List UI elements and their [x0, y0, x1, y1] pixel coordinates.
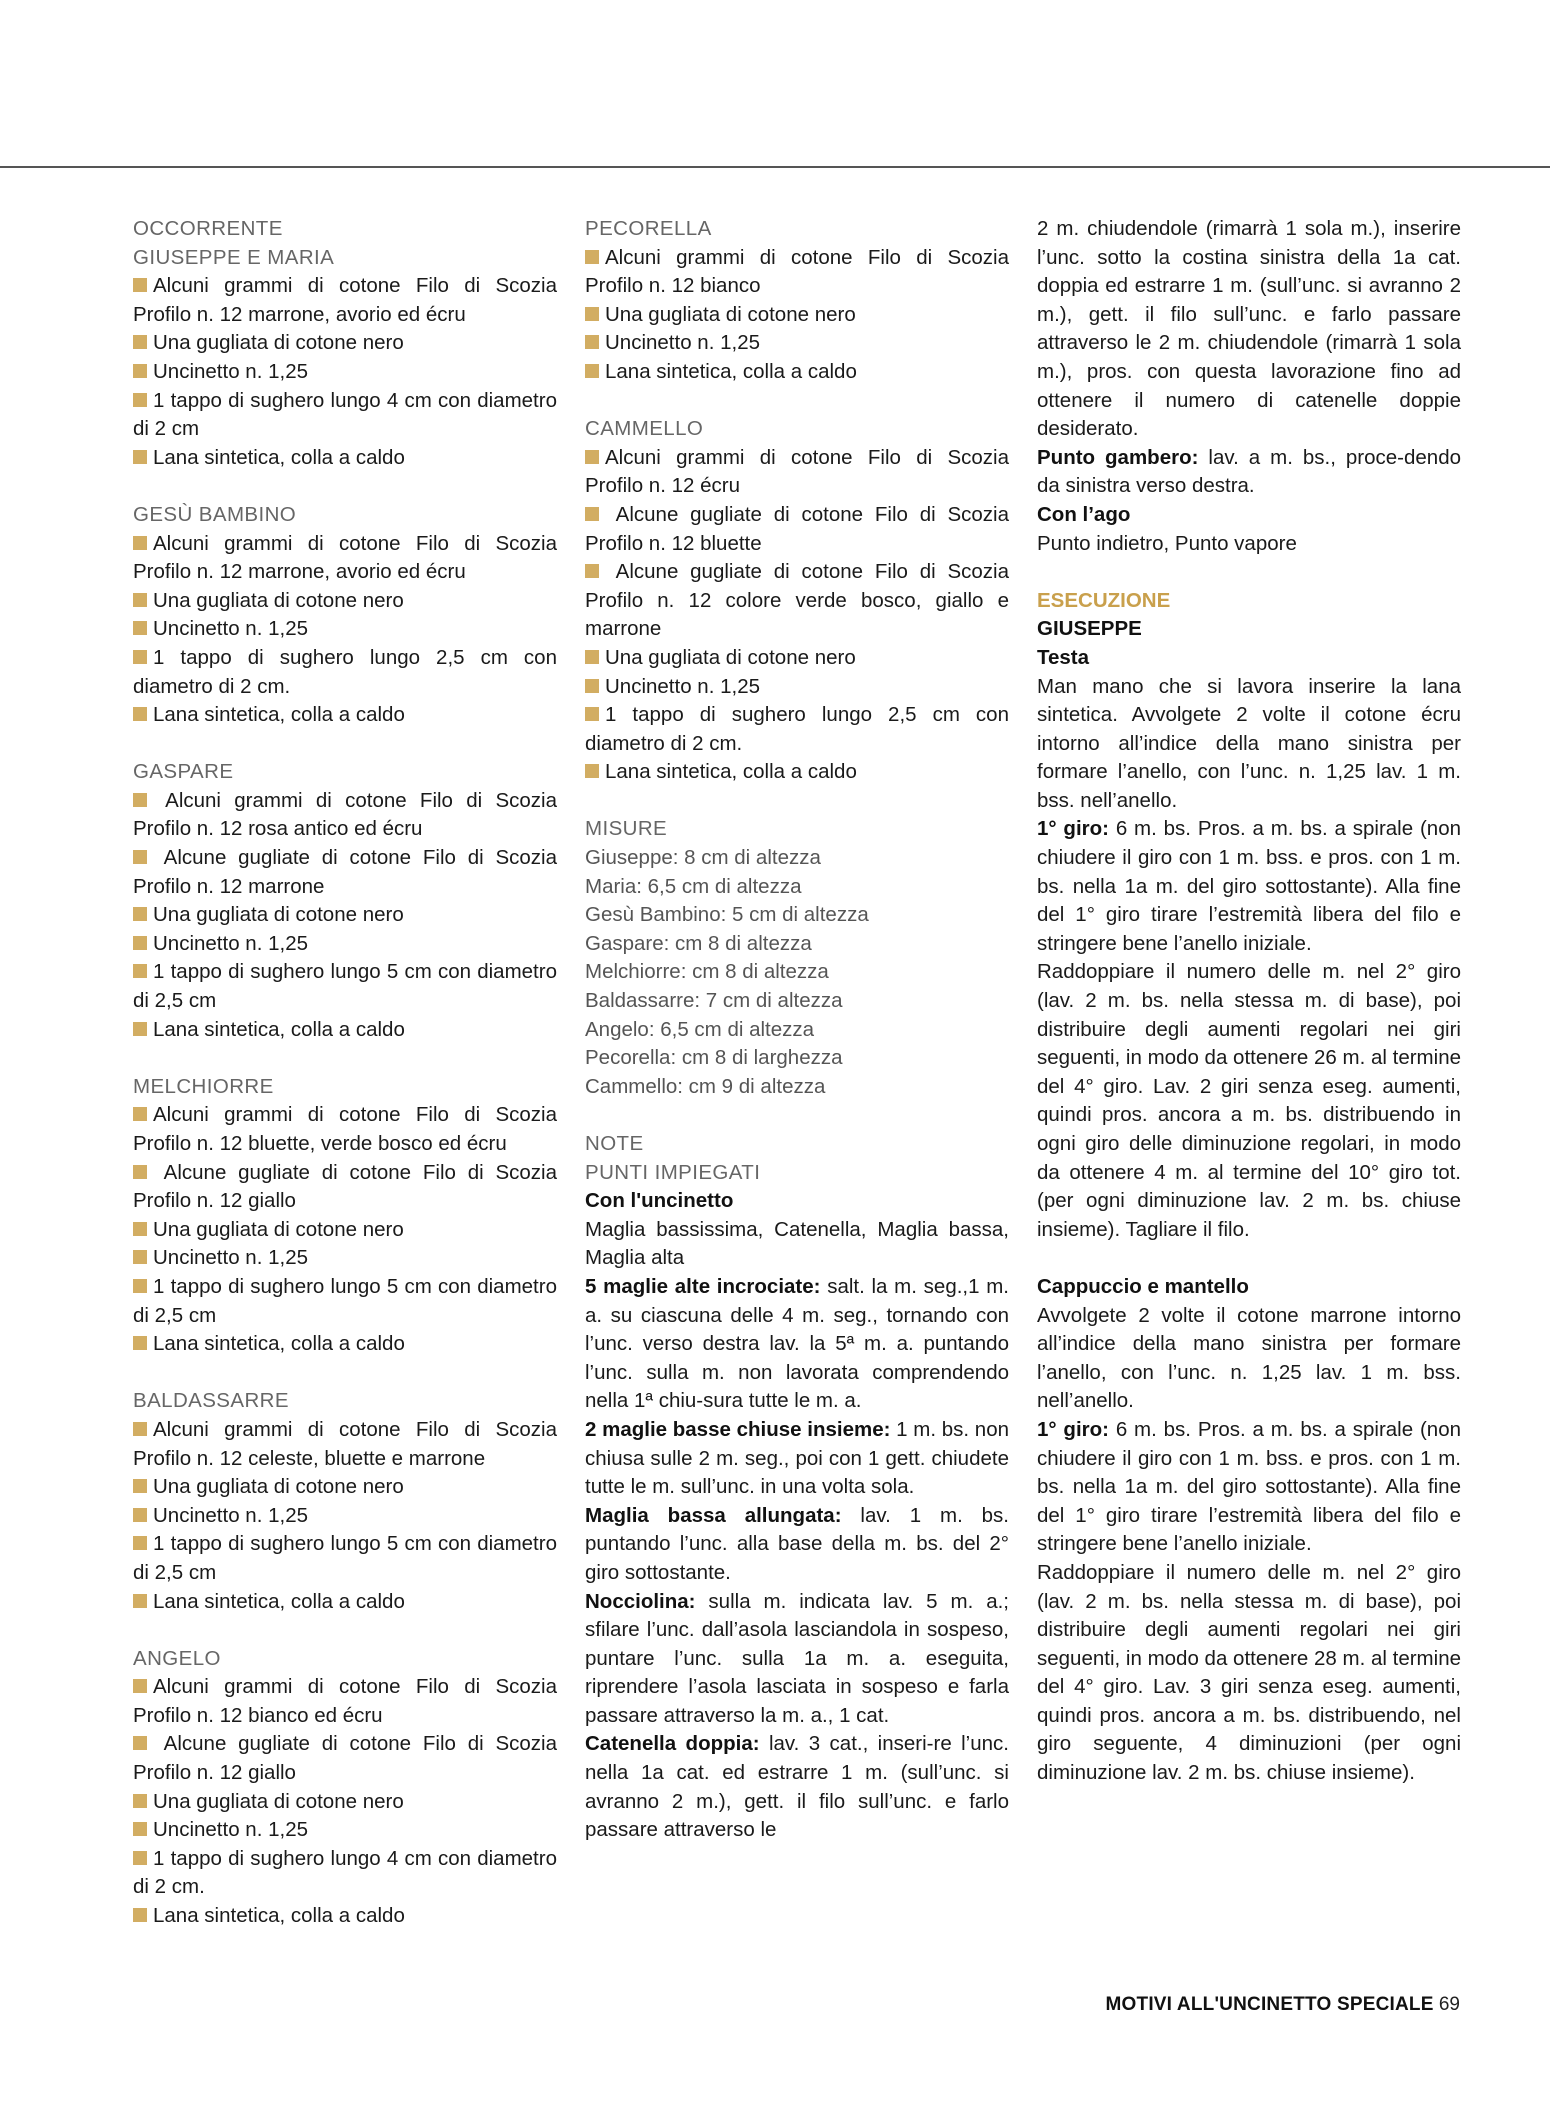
list-item-text: 1 tappo di sughero lungo 5 cm con diametro di 2,5 cm	[133, 1532, 557, 1584]
square-bullet-icon	[585, 335, 599, 349]
list-item-text: 1 tappo di sughero lungo 4 cm con diametro di 2 cm.	[133, 1846, 557, 1899]
list-item-text: Una gugliata di cotone nero	[153, 588, 404, 612]
list-item-text: Una gugliata di cotone nero	[153, 903, 404, 927]
square-bullet-icon	[133, 1736, 147, 1750]
materials-list	[133, 272, 557, 472]
list-item-text: Uncinetto n. 1,25	[153, 1503, 308, 1527]
square-bullet-icon	[133, 1822, 147, 1836]
square-bullet-icon	[133, 621, 147, 635]
square-bullet-icon	[585, 364, 599, 378]
list-item	[585, 444, 1009, 501]
materials-list	[133, 530, 557, 730]
square-bullet-icon	[133, 364, 147, 378]
list-item-text: Una gugliata di cotone nero	[605, 645, 856, 669]
stitch-definition	[585, 1730, 1009, 1844]
measure-item: Baldassarre: 7 cm di altezza	[585, 989, 843, 1013]
figure-title: GIUSEPPE	[1037, 617, 1142, 641]
part-title: Testa	[1037, 645, 1090, 669]
square-bullet-icon	[133, 1508, 147, 1522]
square-bullet-icon	[133, 707, 147, 721]
list-item-text: Una gugliata di cotone nero	[153, 1789, 404, 1813]
column-materials-middle	[585, 215, 1009, 1845]
list-item-text: Uncinetto n. 1,25	[153, 1246, 308, 1270]
measures-list	[585, 844, 1009, 1101]
body-text: Punto indietro, Punto vapore	[1037, 531, 1297, 555]
square-bullet-icon	[133, 964, 147, 978]
section-title: BALDASSARRE	[133, 1389, 289, 1413]
list-item-text: Lana sintetica, colla a caldo	[605, 760, 857, 784]
round-label: 1° giro:	[1037, 1417, 1109, 1441]
square-bullet-icon	[133, 907, 147, 921]
square-bullet-icon	[133, 335, 147, 349]
square-bullet-icon	[585, 650, 599, 664]
body-text: Maglia bassissima, Catenella, Maglia bassa, Maglia alta	[585, 1217, 1009, 1270]
stitch-text: salt. la m. seg.,1 m. a. su ciascuna delle 4 m. seg., tornando con l’unc. verso destra lav. la 5ª m. a. puntando l’unc. sulla m. non lavorata comprendendo nella 1ª chiu-sura tutte le m. a.	[585, 1274, 1009, 1413]
section-title: ANGELO	[133, 1646, 221, 1670]
square-bullet-icon	[133, 936, 147, 950]
list-item-text: 1 tappo di sughero lungo 2,5 cm con diametro di 2 cm.	[133, 645, 557, 698]
list-item-text: Lana sintetica, colla a caldo	[153, 703, 405, 727]
square-bullet-icon	[585, 679, 599, 693]
body-text: 2 m. chiudendole (rimarrà 1 sola m.), inserire l’unc. sotto la costina sinistra della 1a cat. doppia ed estrarre 1 m. (sull’unc. si avranno 2 m.), gett. il filo sull’unc. e farlo passare attraverso le 2 m. chiudendole (rimarrà 1 sola m.), pros. con questa lavorazione fino ad ottenere il numero di catenelle doppie desiderato.	[1037, 217, 1461, 441]
square-bullet-icon	[133, 850, 147, 864]
stitch-definition	[585, 1502, 1009, 1588]
list-item-text: Lana sintetica, colla a caldo	[605, 359, 857, 383]
list-item-text: Lana sintetica, colla a caldo	[153, 1332, 405, 1356]
square-bullet-icon	[133, 793, 147, 807]
list-item	[133, 1101, 557, 1158]
measure-item: Angelo: 6,5 cm di altezza	[585, 1017, 815, 1041]
list-item	[585, 358, 1009, 387]
square-bullet-icon	[133, 593, 147, 607]
list-item-text: 1 tappo di sughero lungo 5 cm con diametro di 2,5 cm	[133, 960, 557, 1013]
square-bullet-icon	[133, 1679, 147, 1693]
square-bullet-icon	[133, 650, 147, 664]
stitch-definition	[585, 1416, 1009, 1502]
list-item-text: Lana sintetica, colla a caldo	[153, 1017, 405, 1041]
square-bullet-icon	[133, 1336, 147, 1350]
list-item	[133, 1330, 557, 1359]
section-title: CAMMELLO	[585, 417, 704, 441]
list-item	[133, 1216, 557, 1245]
list-item	[585, 701, 1009, 758]
body-text: Raddoppiare il numero delle m. nel 2° giro (lav. 2 m. bs. nella stessa m. di base), poi distribuire degli aumenti regolari nei giri seguenti, in modo da ottenere 28 m. al termine del 4° giro. Lav. 3 giri senza eseg. aumenti, quindi pros. ancora a m. bs. distribuendo, nel giro seguente, 4 diminuzioni (per ogni diminuzione lav. 2 m. bs. chiuse insieme).	[1037, 1560, 1461, 1785]
materials-list	[585, 244, 1009, 387]
section-title: OCCORRENTE	[133, 217, 283, 240]
stitch-definition	[585, 1588, 1009, 1731]
list-item	[133, 587, 557, 616]
list-item	[133, 844, 557, 901]
list-item-text: Alcune gugliate di cotone Filo di Scozia Profilo n. 12 giallo	[133, 1732, 557, 1785]
list-item-text: Alcune gugliate di cotone Filo di Scozia Profilo n. 12 marrone	[133, 846, 557, 898]
stitch-text: lav. 3 cat., inseri-re l’unc. nella 1a cat. ed estrarre 1 m. (sull’unc. si avranno 2 m.), gett. il filo sull’unc. e farlo passare attraverso le	[585, 1732, 1009, 1842]
stitch-definition	[1037, 444, 1461, 501]
materials-list	[585, 444, 1009, 787]
list-item	[585, 673, 1009, 702]
publication-name: MOTIVI ALL'UNCINETTO SPECIALE	[1105, 1994, 1434, 2015]
list-item-text: Alcuni grammi di cotone Filo di Scozia Profilo n. 12 marrone, avorio ed écru	[133, 531, 557, 584]
list-item-text: Lana sintetica, colla a caldo	[153, 1589, 405, 1613]
list-item	[133, 1416, 557, 1473]
round-instruction	[1037, 815, 1461, 958]
list-item	[133, 1273, 557, 1330]
list-item	[133, 701, 557, 730]
square-bullet-icon	[133, 450, 147, 464]
square-bullet-icon	[585, 564, 599, 578]
measure-item: Maria: 6,5 cm di altezza	[585, 874, 802, 898]
list-item	[133, 1816, 557, 1845]
subsection-title: Con l’ago	[1037, 502, 1131, 526]
square-bullet-icon	[133, 1794, 147, 1808]
page-footer	[1000, 1992, 1460, 2018]
square-bullet-icon	[133, 1250, 147, 1264]
round-text: 6 m. bs. Pros. a m. bs. a spirale (non chiudere il giro con 1 m. bss. e pros. con 1 m. bs. nella 1a m. del giro sottostante). Alla fine del 1° giro tirare l’estremità libera del filo e stringere bene l’anello iniziale.	[1037, 817, 1461, 955]
materials-list	[133, 1101, 557, 1358]
list-item-text: Alcuni grammi di cotone Filo di Scozia Profilo n. 12 bianco	[585, 245, 1009, 298]
stitch-text: 1 m. bs. non chiusa sulle 2 m. seg., poi con 1 gett. chiudete tutte le m. sull’unc. in una volta sola.	[585, 1417, 1009, 1499]
list-item	[133, 1788, 557, 1817]
measure-item: Pecorella: cm 8 di larghezza	[585, 1046, 843, 1070]
list-item	[133, 1502, 557, 1531]
list-item	[133, 1159, 557, 1216]
square-bullet-icon	[585, 707, 599, 721]
list-item-text: 1 tappo di sughero lungo 5 cm con diametro di 2,5 cm	[133, 1274, 557, 1327]
measure-item: Gaspare: cm 8 di altezza	[585, 931, 812, 955]
square-bullet-icon	[133, 1851, 147, 1865]
body-text: Avvolgete 2 volte il cotone marrone intorno all’indice della mano sinistra per formare l’anello, con l’unc. n. 1,25 lav. 1 m. bss. nell’anello.	[1037, 1303, 1461, 1413]
round-label: 1° giro:	[1037, 817, 1109, 841]
square-bullet-icon	[585, 250, 599, 264]
list-item-text: Una gugliata di cotone nero	[153, 331, 404, 355]
square-bullet-icon	[133, 1165, 147, 1179]
list-item-text: Uncinetto n. 1,25	[153, 617, 308, 641]
column-materials-left	[133, 215, 557, 1931]
stitch-text: lav. 1 m. bs. puntando l’unc. alla base della m. bs. del 2° giro sottostante.	[585, 1503, 1010, 1584]
list-item	[133, 444, 557, 473]
section-title: MISURE	[585, 817, 668, 841]
section-title: PECORELLA	[585, 217, 712, 240]
body-text: Man mano che si lavora inserire la lana sintetica. Avvolgete 2 volte il cotone écru intorno all’indice della mano sinistra per formare l’anello, con l’unc. n. 1,25 lav. 1 m. bss. nell’anello.	[1037, 674, 1461, 812]
list-item	[585, 329, 1009, 358]
list-item-text: Lana sintetica, colla a caldo	[153, 1904, 405, 1928]
square-bullet-icon	[585, 307, 599, 321]
header-rule	[0, 166, 1550, 168]
list-item	[133, 901, 557, 930]
list-item	[585, 501, 1009, 558]
list-item	[585, 301, 1009, 330]
list-item	[133, 329, 557, 358]
section-title: NOTE	[585, 1132, 644, 1155]
page-number: 69	[1438, 1994, 1460, 2015]
square-bullet-icon	[133, 1279, 147, 1293]
square-bullet-icon	[133, 1594, 147, 1608]
list-item	[133, 1588, 557, 1617]
list-item-text: Uncinetto n. 1,25	[153, 1818, 308, 1842]
list-item	[585, 558, 1009, 644]
square-bullet-icon	[133, 1479, 147, 1493]
stitch-name: Catenella doppia:	[585, 1732, 760, 1756]
square-bullet-icon	[133, 536, 147, 550]
list-item	[585, 644, 1009, 673]
section-title: GIUSEPPE E MARIA	[133, 245, 335, 269]
list-item-text: Alcuni grammi di cotone Filo di Scozia Profilo n. 12 rosa antico ed écru	[133, 788, 557, 841]
part-title: Cappuccio e mantello	[1037, 1274, 1249, 1298]
stitch-name: 2 maglie basse chiuse insieme:	[585, 1417, 891, 1441]
square-bullet-icon	[133, 1422, 147, 1436]
list-item-text: Uncinetto n. 1,25	[153, 359, 308, 383]
section-title: PUNTI IMPIEGATI	[585, 1160, 761, 1184]
list-item-text: Uncinetto n. 1,25	[605, 331, 760, 355]
stitch-name: 5 maglie alte incrociate:	[585, 1274, 821, 1298]
section-title: MELCHIORRE	[133, 1074, 274, 1098]
list-item-text: Alcune gugliate di cotone Filo di Scozia Profilo n. 12 bluette	[585, 502, 1009, 555]
subsection-title: Con l'uncinetto	[585, 1189, 734, 1213]
list-item	[133, 1673, 557, 1730]
materials-list	[133, 1416, 557, 1616]
column-instructions	[1037, 215, 1461, 1788]
stitch-definition	[585, 1273, 1009, 1416]
measure-item: Cammello: cm 9 di altezza	[585, 1074, 826, 1098]
list-item	[133, 615, 557, 644]
stitch-name: Maglia bassa allungata:	[585, 1503, 842, 1527]
square-bullet-icon	[585, 450, 599, 464]
square-bullet-icon	[133, 1536, 147, 1550]
stitch-name: Punto gambero:	[1037, 445, 1199, 469]
materials-list	[133, 787, 557, 1044]
list-item	[133, 1845, 557, 1902]
square-bullet-icon	[133, 1022, 147, 1036]
list-item-text: Uncinetto n. 1,25	[153, 931, 308, 955]
stitch-text: lav. a m. bs., proce-dendo da sinistra verso destra.	[1037, 445, 1461, 498]
square-bullet-icon	[585, 507, 599, 521]
square-bullet-icon	[133, 1908, 147, 1922]
measure-item: Giuseppe: 8 cm di altezza	[585, 846, 821, 870]
section-title: GASPARE	[133, 760, 234, 784]
list-item-text: Lana sintetica, colla a caldo	[153, 445, 405, 469]
list-item-text: 1 tappo di sughero lungo 4 cm con diametro di 2 cm	[133, 388, 557, 441]
list-item-text: Alcuni grammi di cotone Filo di Scozia Profilo n. 12 écru	[585, 445, 1009, 498]
list-item	[585, 758, 1009, 787]
stitch-name: Nocciolina:	[585, 1589, 696, 1613]
list-item	[133, 272, 557, 329]
list-item-text: Alcuni grammi di cotone Filo di Scozia Profilo n. 12 bianco ed écru	[133, 1675, 557, 1727]
list-item	[133, 387, 557, 444]
list-item-text: Una gugliata di cotone nero	[153, 1475, 404, 1499]
round-instruction	[1037, 1416, 1461, 1559]
list-item	[133, 930, 557, 959]
stitch-text: sulla m. indicata lav. 5 m. a.; sfilare l’unc. dall’asola lasciandola in sospeso, puntare l’unc. sulla 1a m. a. eseguita, riprendere l’asola lasciata in sospeso e farla passare attraverso la m. a., 1 cat.	[585, 1589, 1009, 1727]
list-item-text: Alcune gugliate di cotone Filo di Scozia Profilo n. 12 giallo	[133, 1160, 557, 1213]
round-text: 6 m. bs. Pros. a m. bs. a spirale (non chiudere il giro con 1 m. bss. e pros. con 1 m. bs. nella 1a m. del giro sottostante). Alla fine del 1° giro tirare l’estremità libera del filo e stringere bene l’anello iniziale.	[1037, 1417, 1461, 1556]
measure-item: Melchiorre: cm 8 di altezza	[585, 960, 829, 984]
list-item-text: Una gugliata di cotone nero	[605, 302, 856, 326]
list-item-text: Alcuni grammi di cotone Filo di Scozia Profilo n. 12 celeste, bluette e marrone	[133, 1417, 557, 1470]
list-item-text: Alcuni grammi di cotone Filo di Scozia Profilo n. 12 bluette, verde bosco ed écru	[133, 1103, 557, 1155]
list-item-text: Alcune gugliate di cotone Filo di Scozia Profilo n. 12 colore verde bosco, giallo e marrone	[585, 560, 1009, 641]
materials-list	[133, 1673, 557, 1930]
measure-item: Gesù Bambino: 5 cm di altezza	[585, 903, 869, 927]
list-item	[133, 358, 557, 387]
list-item	[133, 1473, 557, 1502]
list-item	[133, 1902, 557, 1931]
square-bullet-icon	[133, 1222, 147, 1236]
square-bullet-icon	[585, 764, 599, 778]
body-text: Raddoppiare il numero delle m. nel 2° giro (lav. 2 m. bs. nella stessa m. di base), poi distribuire degli aumenti regolari nei giri seguenti, in modo da ottenere 26 m. al termine del 4° giro. Lav. 2 giri senza eseg. aumenti, quindi pros. ancora a m. bs. distribuendo in ogni giro delle diminuzione regolari, in modo da ottenere 4 m. al termine del 10° giro tot. (per ogni diminuzione lav. 2 m. bs. chiuse insieme). Tagliare il filo.	[1037, 960, 1461, 1241]
list-item	[133, 1244, 557, 1273]
list-item	[585, 244, 1009, 301]
list-item-text: Una gugliata di cotone nero	[153, 1217, 404, 1241]
list-item	[133, 958, 557, 1015]
list-item-text: 1 tappo di sughero lungo 2,5 cm con diametro di 2 cm.	[585, 703, 1009, 755]
list-item	[133, 644, 557, 701]
square-bullet-icon	[133, 393, 147, 407]
list-item-text: Alcuni grammi di cotone Filo di Scozia Profilo n. 12 marrone, avorio ed écru	[133, 274, 557, 326]
list-item-text: Uncinetto n. 1,25	[605, 674, 760, 698]
list-item	[133, 1016, 557, 1045]
square-bullet-icon	[133, 1107, 147, 1121]
list-item	[133, 1530, 557, 1587]
section-title-execution: ESECUZIONE	[1037, 588, 1171, 612]
section-title: GESÙ BAMBINO	[133, 502, 297, 526]
list-item	[133, 530, 557, 587]
list-item	[133, 1730, 557, 1787]
square-bullet-icon	[133, 278, 147, 292]
list-item	[133, 787, 557, 844]
